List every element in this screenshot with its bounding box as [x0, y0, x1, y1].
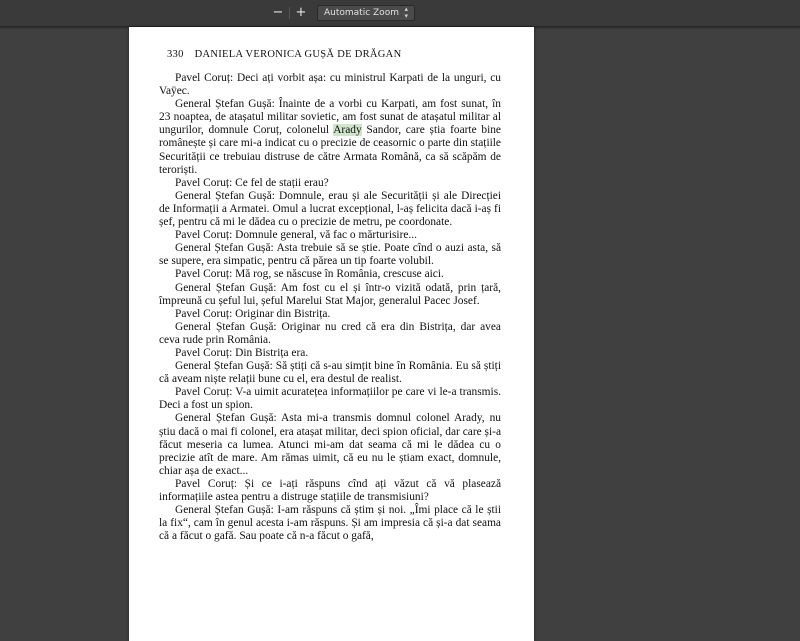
page-number: 330	[167, 49, 184, 60]
toolbar-separator	[289, 7, 290, 19]
paragraph: General Ștefan Gușă: Asta mi-a transmis domnul colonel Arady, nu știu dacă o mai fi colonel, era atașat militar, deci spion oficial, dar care și-a făcut meseria ca lumea. Atunci mi-am dat seama că mi le dădea cu o precizie atît de mare. Am rămas uimit, că eu nu le știam exact, domnule, chiar așa de exact...	[159, 412, 501, 477]
zoom-select-value: Automatic Zoom	[324, 8, 399, 18]
paragraph: Pavel Coruț: Și ce i-ați răspuns cînd ați văzut că vă plasează informațiile astea pentru a distruge stațiile de transmisiuni?	[159, 477, 501, 503]
running-header-title: DANIELA VERONICA GUȘĂ DE DRĂGAN	[194, 49, 402, 60]
paragraph-text: General Ștefan Gușă: Înainte de a vorbi cu Karpati, am fost sunat, în 23 noaptea, de atașatul militar sovietic, am fost sunat de atașatul militar al ungurilor, domnule Coruț, colonelul	[159, 98, 501, 137]
paragraph: General Ștefan Gușă: Să știți că s-au simțit bine în România. Eu să știți că aveam niște relații bune cu el, era destul de realist.	[159, 360, 501, 386]
paragraph: Pavel Coruț: Originar din Bistrița.	[175, 307, 331, 320]
zoom-select[interactable]	[317, 5, 415, 21]
page-body	[159, 72, 501, 543]
search-highlight: Arady	[333, 124, 362, 137]
paragraph-text: Sandor, care știa foarte bine românește și care mi-a indicat cu o precizie de ceasornic o parte din stațiile Securității ce trebuiau distruse de către Armata Română, ca să scăpăm de teroriști.	[159, 124, 501, 176]
paragraph: Pavel Coruț: Mă rog, se născuse în România, crescuse aici.	[175, 268, 444, 281]
paragraph: General Ștefan Gușă: Am fost cu el și într-o vizită odată, prin țară, împreună cu șeful lui, șeful Marelui Stat Major, generalul Pacec Josef.	[159, 281, 501, 307]
zoom-controls	[268, 5, 415, 21]
paragraph: Pavel Coruț: V-a uimit acuratețea informațiilor pe care vi le-a transmis. Deci a fost un spion.	[159, 386, 501, 412]
paragraph	[159, 98, 501, 177]
paragraph: Pavel Coruț: Domnule general, vă fac o mărturisire...	[175, 229, 417, 242]
document-page	[129, 27, 534, 641]
paragraph: Pavel Coruț: Din Bistrița era.	[175, 346, 309, 359]
viewer-toolbar	[0, 0, 800, 27]
chevron-updown-icon: ▴ ▾	[404, 5, 408, 20]
zoom-in-button[interactable]: +	[295, 5, 307, 20]
paragraph: General Ștefan Gușă: I-am răspuns că știm și noi. „Îmi place că le știi la fix“, cam în genul acesta i-am răspuns. Și am impresia că și-a dat seama că a făcut o gafă. Sau poate că n-a făcut o gafă,	[159, 504, 501, 543]
paragraph: Pavel Coruț: Ce fel de stații erau?	[175, 176, 329, 189]
paragraph: General Ștefan Gușă: Originar nu cred că era din Bistrița, dar avea ceva rude prin România.	[159, 320, 501, 346]
paragraph: General Ștefan Gușă: Domnule, erau și ale Securității și ale Direcției de Informații a Armatei. Omul a lucrat excepțional, l-aș felicita dacă i-aș fi șef, pentru că mi le dădea cu o precizie de metru, pe coordonate.	[159, 189, 501, 229]
running-header	[167, 49, 401, 60]
paragraph: Pavel Coruț: Deci ați vorbit așa: cu ministrul Karpati de la unguri, cu Vaÿec.	[159, 72, 501, 98]
zoom-out-button[interactable]: −	[272, 5, 284, 20]
paragraph: General Ștefan Gușă: Asta trebuie să se știe. Poate cînd o auzi asta, să se supere, era simpatic, pentru că părea un tip foarte volubil.	[159, 242, 501, 268]
